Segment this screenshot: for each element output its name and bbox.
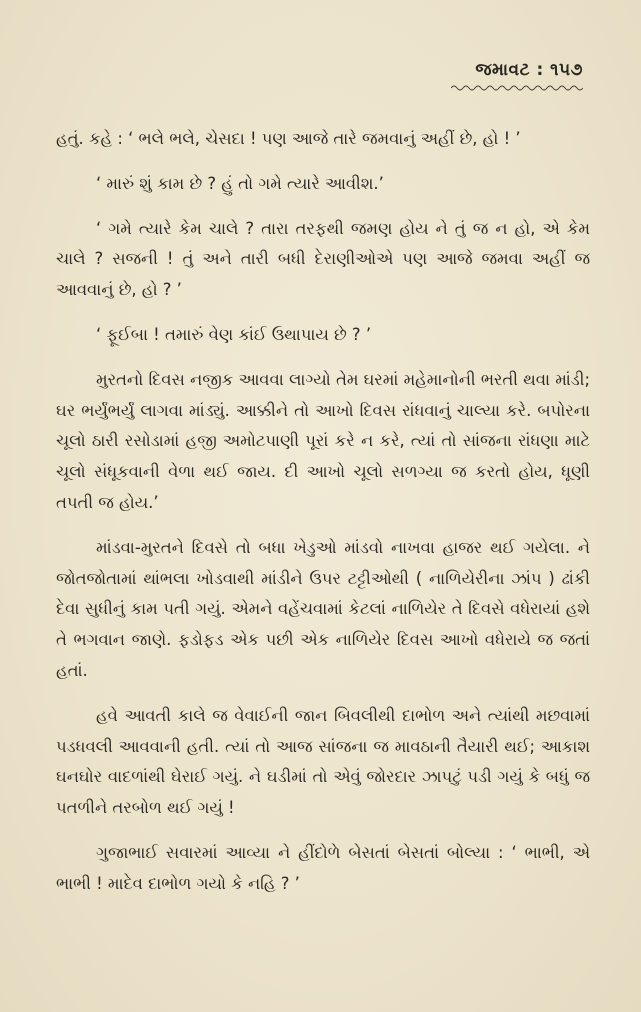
header-wavy-rule [451,84,583,92]
paragraph-3: ‘ ગમે ત્યારે કેમ ચાલે ? તારા તરફથી જમણ હોય ને તું જ ન હો, એ કેમ ચાલે ? સજની ! તું અને તારી બધી દેરાણીઓએ પણ આજે જમવા અહીં જ આવવાનું છે, હો ? ’ [56,218,590,300]
paragraph-4: ‘ ફૂઈબા ! તમારું વેણ કાંઈ ઉથાપાય છે ? ’ [96,324,372,344]
page-header [451,60,583,92]
paragraph-8: ગુજાભાઈ સવારમાં આવ્યા ને હીંદોળે બેસતાં બેસતાં બોલ્યા : ‘ ભાભી, એ ભાભી ! માદેવ દાભોળ ગયો કે નહિ ? ’ [56,842,590,893]
running-head: જમાવટ : ૧૫૭ [475,60,583,80]
paragraph-1: હતું. કહે : ‘ ભલે ભલે, ચેસદા ! પણ આજે તારે જમવાનું અહીં છે, હો ! ’ [56,129,521,148]
paragraph-5: મુરતનો દિવસ નજીક આવવા લાગ્યો તેમ ઘરમાં મહેમાનોની ભરતી થવા માંડી; ઘર ભર્યુંભર્યું લાગવા માંડ્યું. આક્કીને તો આખો દિવસ રાંધવાનું ચાલ્યા કરે. બપોરના ચૂલો ઠારી રસોડામાં હજી અમોટપાણી પૂરાં કરે ન કરે, ત્યાં તો સાંજના રાંધણા માટે ચૂલો સંધૂકવાની વેળા થઈ જાય. દી આખો ચૂલો સળગ્યા જ કરતો હોય, ધૂણી તપતી જ હોય.’ [56,369,590,512]
paragraph-2: ‘ મારું શું કામ છે ? હું તો ગમે ત્યારે આવીશ.’ [96,173,384,193]
body-text [56,124,590,914]
paragraph-6: માંડવા-મુરતને દિવસે તો બધા ખેડુઓ માંડવો નાખવા હાજર થઈ ગયેલા. ને જોતજોતામાં થાંભલા ખોડવાથી માંડીને ઉપર ટટ્ટીઓથી ( નાળિયેરીના ઝાંપ ) ઢાંકી દેવા સુધીનું કામ પતી ગયું. એમને વહેંચવામાં કેટલાં નાળિયેર તે દિવસે વધેરાયાં હશે તે ભગવાન જાણે. ફડોફડ એક પછી એક નાળિયેર દિવસ આખો વધેરાયે જ જતાં હતાં. [56,537,590,680]
paragraph-7: હવે આવતી કાલે જ વેવાઈની જાન બિવલીથી દાભોળ અને ત્યાંથી મછવામાં પડધવલી આવવાની હતી. ત્યાં તો આજ સાંજના જ માવઠાની તૈયારી થઈ; આકાશ ઘનઘોર વાદળાંથી ઘેરાઈ ગયું. ને ઘડીમાં તો એવું જોરદાર ઝાપટું પડી ગયું કે બધું જ પતળીને તરબોળ થઈ ગયું ! [56,705,590,818]
